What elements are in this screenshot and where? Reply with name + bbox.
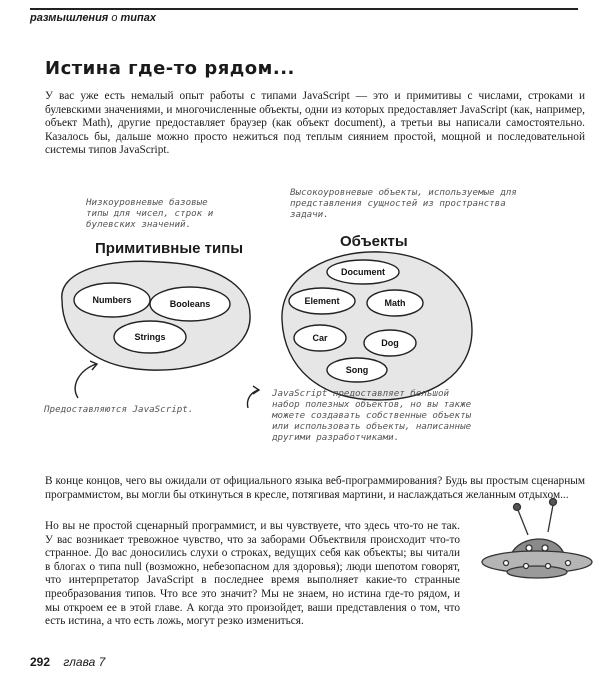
page-footer	[30, 655, 105, 669]
ufo-icon	[482, 499, 592, 579]
label-song: Song	[345, 365, 369, 375]
label-element: Element	[304, 296, 340, 306]
objects-heading: Объекты	[340, 233, 408, 250]
primitives-heading: Примитивные типы	[95, 240, 244, 257]
arrow-objects	[247, 390, 258, 408]
primitives-blob	[62, 261, 250, 370]
label-math: Math	[384, 298, 406, 308]
section-title: Истина где-то рядом...	[45, 58, 295, 79]
note-objects-provided: JavaScript предоставляет большой набор полезных объектов, но вы также можете создавать собственные объекты или использовать объекты, написанные другими разработчиками.	[272, 388, 472, 443]
label-numbers: Numbers	[92, 295, 132, 305]
chapter-label: глава 7	[63, 655, 106, 669]
label-document: Document	[340, 267, 386, 277]
page-number: 292	[30, 655, 51, 669]
running-head-left: размышления	[30, 12, 109, 24]
label-car: Car	[312, 333, 328, 343]
paragraph-2: В конце концов, чего вы ожидали от официального языка веб-программирования? Будь вы простым сценарным программистом, вы могли бы откинуться в кресле, потягивая мартини, и наслаждаться желанным отдыхом...	[45, 475, 585, 501]
label-booleans: Booleans	[169, 299, 211, 309]
note-objects: Высокоуровневые объекты, используемые для представления сущностей из пространства задачи.	[290, 187, 517, 220]
running-head-right: типах	[120, 12, 156, 24]
paragraph-3: Но вы не простой сценарный программист, и вы чувствуете, что здесь что-то не так. У вас возникает тревожное чувство, что за заборами Объектвиля происходит что-то странное. До вас доносились слухи о строках, ведущих себя как объекты; вы читали в блогах о типа null (возможно, небезопасном для здоровья); люди шепотом говорят, что интерпретатор JavaScript в последнее время выполняет какие-то странные преобразования типов. Что все это значит? Мы не знаем, но истина где-то рядом, и мы откроем ее в этой главе. А когда это произойдет, ваши представления о том, что есть истина, а что есть ложь, могут резко измениться.	[45, 520, 460, 628]
label-dog: Dog	[381, 338, 399, 348]
running-head-mid: о	[108, 12, 121, 24]
label-strings: Strings	[134, 332, 166, 342]
note-provided: Предоставляются JavaScript.	[44, 404, 194, 415]
intro-paragraph: У вас уже есть немалый опыт работы с типами JavaScript — это и примитивы с числами, строками и булевскими значениями, и многочисленные объекты, одни из которых предоставляет JavaScript (как, например, объект Math), другие предоставляет браузер (как объект document), а третьи вы написали самостоятельно. Казалось бы, дальше можно просто нежиться под теплым сиянием простой, мощной и последовательной системы типов JavaScript.	[45, 90, 585, 157]
note-primitives: Низкоуровневые базовые типы для чисел, строк и булевских значений.	[86, 197, 214, 230]
